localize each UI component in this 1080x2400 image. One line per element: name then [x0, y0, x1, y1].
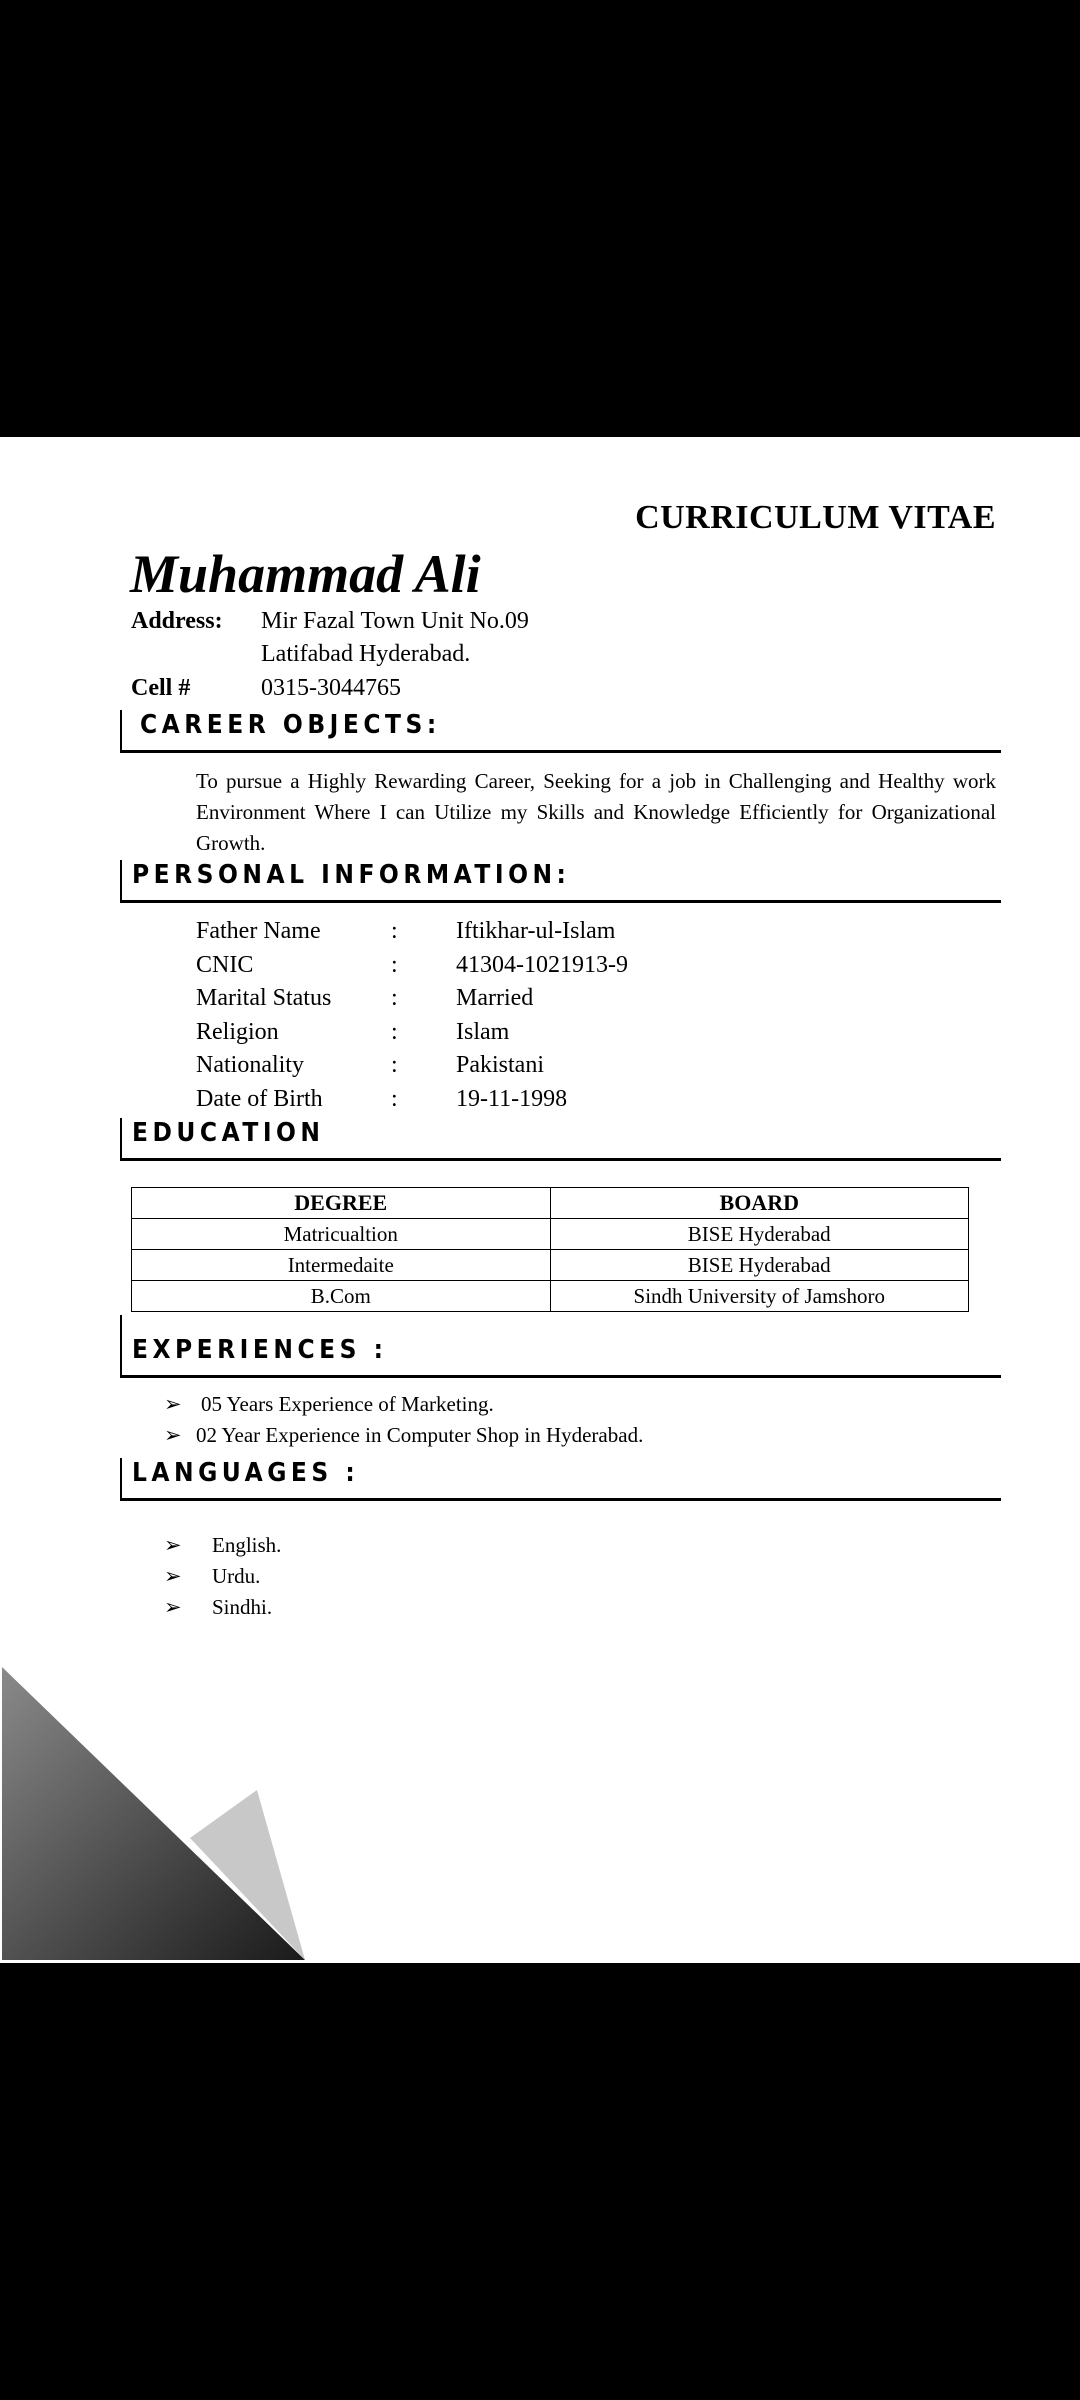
language-text: Sindhi.: [212, 1595, 273, 1619]
table-row: [132, 1219, 969, 1250]
cell-label: Cell #: [131, 675, 191, 701]
cv-title: CURRICULUM VITAE: [635, 499, 996, 536]
education-heading: [120, 1118, 1001, 1161]
arrow-bullet-icon: ➢: [164, 1533, 182, 1557]
board-cell: BISE Hyderabad: [550, 1250, 969, 1281]
degree-cell: Matricualtion: [132, 1219, 551, 1250]
personal-info-value: Iftikhar-ul-Islam: [456, 918, 616, 944]
table-row: [132, 1250, 969, 1281]
career-heading: [120, 710, 1001, 753]
experiences-heading-text: EXPERIENCES :: [132, 1335, 388, 1365]
personal-info-separator: :: [391, 952, 398, 978]
arrow-bullet-icon: ➢: [164, 1392, 182, 1416]
table-header-row: [132, 1188, 969, 1219]
education-table: [131, 1187, 969, 1312]
personal-info-row: [196, 1019, 896, 1053]
board-column-header: BOARD: [550, 1188, 969, 1219]
address-line-2: Latifabad Hyderabad.: [261, 641, 471, 667]
language-text: Urdu.: [212, 1564, 261, 1588]
degree-cell: B.Com: [132, 1281, 551, 1312]
arrow-bullet-icon: ➢: [164, 1564, 182, 1588]
personal-info-separator: :: [391, 1019, 398, 1045]
personal-info-separator: :: [391, 1052, 398, 1078]
candidate-name: Muhammad Ali: [130, 544, 481, 604]
personal-info-key: Father Name: [196, 918, 321, 944]
cv-page: [0, 437, 1080, 1963]
address-line-1: Mir Fazal Town Unit No.09: [261, 608, 529, 634]
personal-info-key: Marital Status: [196, 985, 332, 1011]
personal-heading: [120, 860, 1001, 903]
personal-info-key: Religion: [196, 1019, 279, 1045]
languages-heading: [120, 1458, 1001, 1501]
board-cell: Sindh University of Jamshoro: [550, 1281, 969, 1312]
personal-info-value: Islam: [456, 1019, 510, 1045]
personal-info-value: Married: [456, 985, 534, 1011]
experience-text: 05 Years Experience of Marketing.: [201, 1392, 494, 1416]
experience-text: 02 Year Experience in Computer Shop in Hyderabad.: [196, 1423, 644, 1447]
personal-info-separator: :: [391, 985, 398, 1011]
degree-column-header: DEGREE: [132, 1188, 551, 1219]
personal-info-value: Pakistani: [456, 1052, 544, 1078]
personal-info-row: [196, 1086, 896, 1120]
personal-info-key: Nationality: [196, 1052, 304, 1078]
personal-info-value: 19-11-1998: [456, 1086, 568, 1112]
arrow-bullet-icon: ➢: [164, 1595, 182, 1619]
personal-info-row: [196, 918, 896, 952]
personal-info-row: [196, 985, 896, 1019]
personal-info-key: Date of Birth: [196, 1086, 323, 1112]
personal-info-row: [196, 952, 896, 986]
personal-heading-text: PERSONAL INFORMATION:: [132, 860, 571, 890]
personal-info-separator: :: [391, 1086, 398, 1112]
arrow-bullet-icon: ➢: [164, 1423, 182, 1447]
table-row: [132, 1281, 969, 1312]
degree-cell: Intermedaite: [132, 1250, 551, 1281]
address-label: Address:: [131, 608, 223, 634]
personal-info-row: [196, 1052, 896, 1086]
personal-info-key: CNIC: [196, 952, 254, 978]
cell-value: 0315-3044765: [261, 675, 401, 701]
languages-heading-text: LANGUAGES :: [132, 1458, 360, 1488]
career-heading-text: CAREER OBJECTS:: [140, 710, 441, 740]
language-text: English.: [212, 1533, 282, 1557]
board-cell: BISE Hyderabad: [550, 1219, 969, 1250]
corner-triangles-graphic: [0, 1667, 320, 1963]
personal-info-value: 41304-1021913-9: [456, 952, 628, 978]
career-objective-text: To pursue a Highly Rewarding Career, Seeking for a job in Challenging and Healthy work Environment Where I can Utilize my Skills and Knowledge Efficiently for Organizational Growth.: [196, 769, 996, 855]
personal-info-separator: :: [391, 918, 398, 944]
education-heading-text: EDUCATION: [132, 1118, 325, 1148]
experiences-heading: [120, 1315, 1001, 1378]
